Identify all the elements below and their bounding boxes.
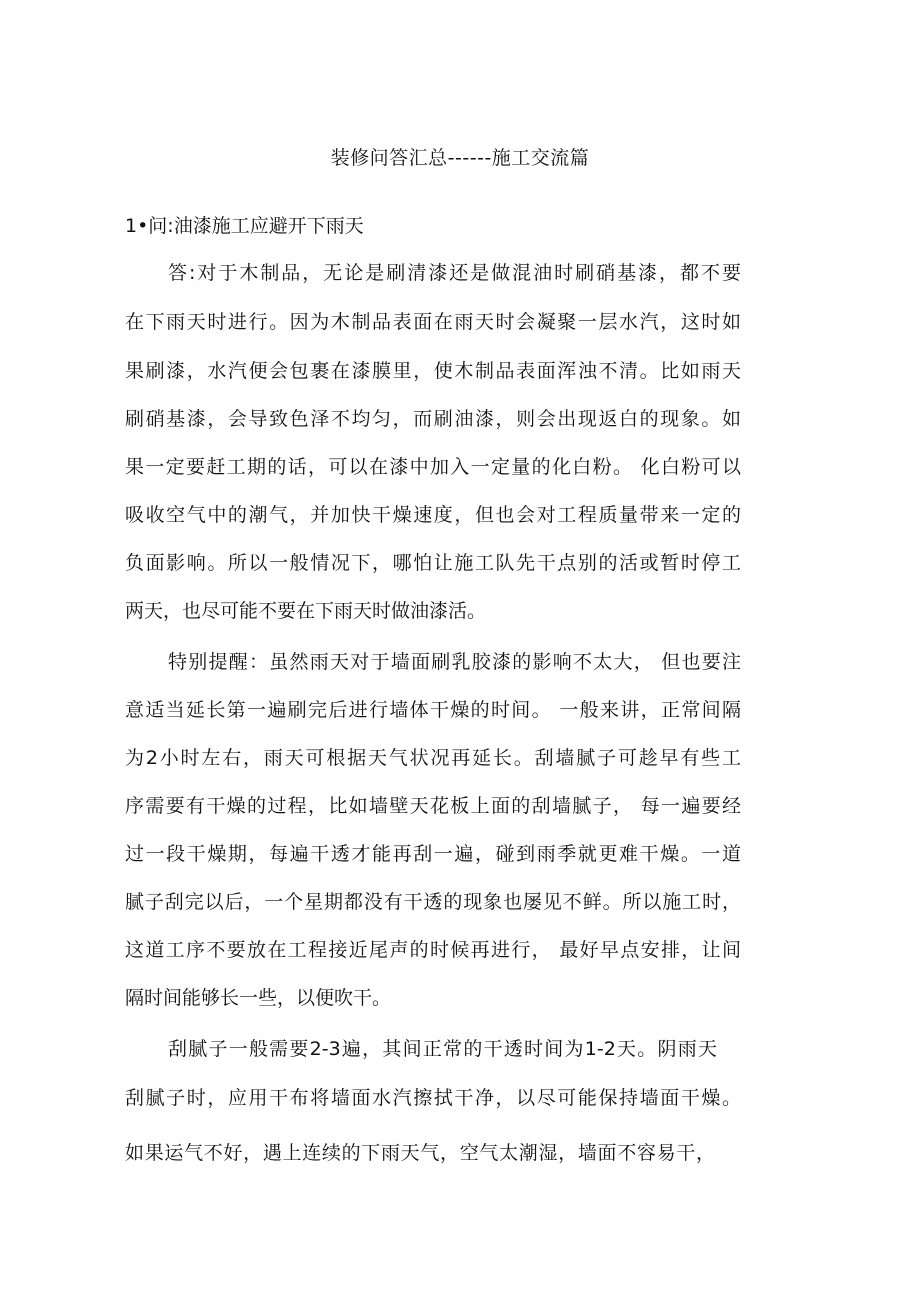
reminder-line: 这道工序不要放在工程接近尾声的时候再进行， 最好早点安排，让间 — [125, 939, 741, 961]
reminder-line: 过一段干燥期，每遍干透才能再刮一遍，碰到雨季就更难干燥。一道 — [125, 843, 741, 865]
reminder-line: 隔时间能够长一些，以便吹干。 — [125, 987, 392, 1009]
answer-line: 答:对于木制品，无论是刷清漆还是做混油时刷硝基漆，都不要 — [168, 262, 741, 284]
putty-line: 刮腻子一般需要2-3遍，其间正常的干透时间为1-2天。阴雨天 — [168, 1038, 717, 1060]
question-heading: 1•问:油漆施工应避开下雨天 — [125, 215, 364, 237]
reminder-line: 腻子刮完以后，一个星期都没有干透的现象也屡见不鲜。所以施工时， — [125, 891, 741, 913]
answer-line: 刷硝基漆，会导致色泽不均匀，而刷油漆，则会出现返白的现象。如 — [125, 408, 741, 430]
putty-line: 如果运气不好，遇上连续的下雨天气，空气太潮湿，墙面不容易干， — [125, 1142, 715, 1164]
answer-line: 果一定要赶工期的话，可以在漆中加入一定量的化白粉。 化白粉可以 — [125, 456, 741, 478]
reminder-line: 序需要有干燥的过程，比如墙壁天花板上面的刮墙腻子， 每一遍要经 — [125, 795, 741, 817]
answer-line: 吸收空气中的潮气，并加快干燥速度，但也会对工程质量带来一定的 — [125, 504, 741, 526]
answer-line: 果刷漆，水汽便会包裹在漆膜里，使木制品表面浑浊不清。比如雨天 — [125, 360, 741, 382]
reminder-line: 意适当延长第一遍刷完后进行墙体干燥的时间。 一般来讲，正常间隔 — [125, 699, 741, 721]
answer-line: 两天，也尽可能不要在下雨天时做油漆活。 — [125, 600, 487, 622]
answer-line: 负面影响。所以一般情况下，哪怕让施工队先干点别的活或暂时停工 — [125, 552, 741, 574]
document-title: 装修问答汇总------施工交流篇 — [330, 147, 590, 169]
reminder-line: 为2小时左右，雨天可根据天气状况再延长。刮墙腻子可趁早有些工 — [125, 747, 741, 769]
putty-line: 刮腻子时，应用干布将墙面水汽擦拭干净，以尽可能保持墙面干燥。 — [125, 1087, 741, 1109]
answer-line: 在下雨天时进行。因为木制品表面在雨天时会凝聚一层水汽，这时如 — [125, 311, 741, 333]
reminder-line: 特别提醒：虽然雨天对于墙面刷乳胶漆的影响不太大， 但也要注 — [168, 651, 741, 673]
